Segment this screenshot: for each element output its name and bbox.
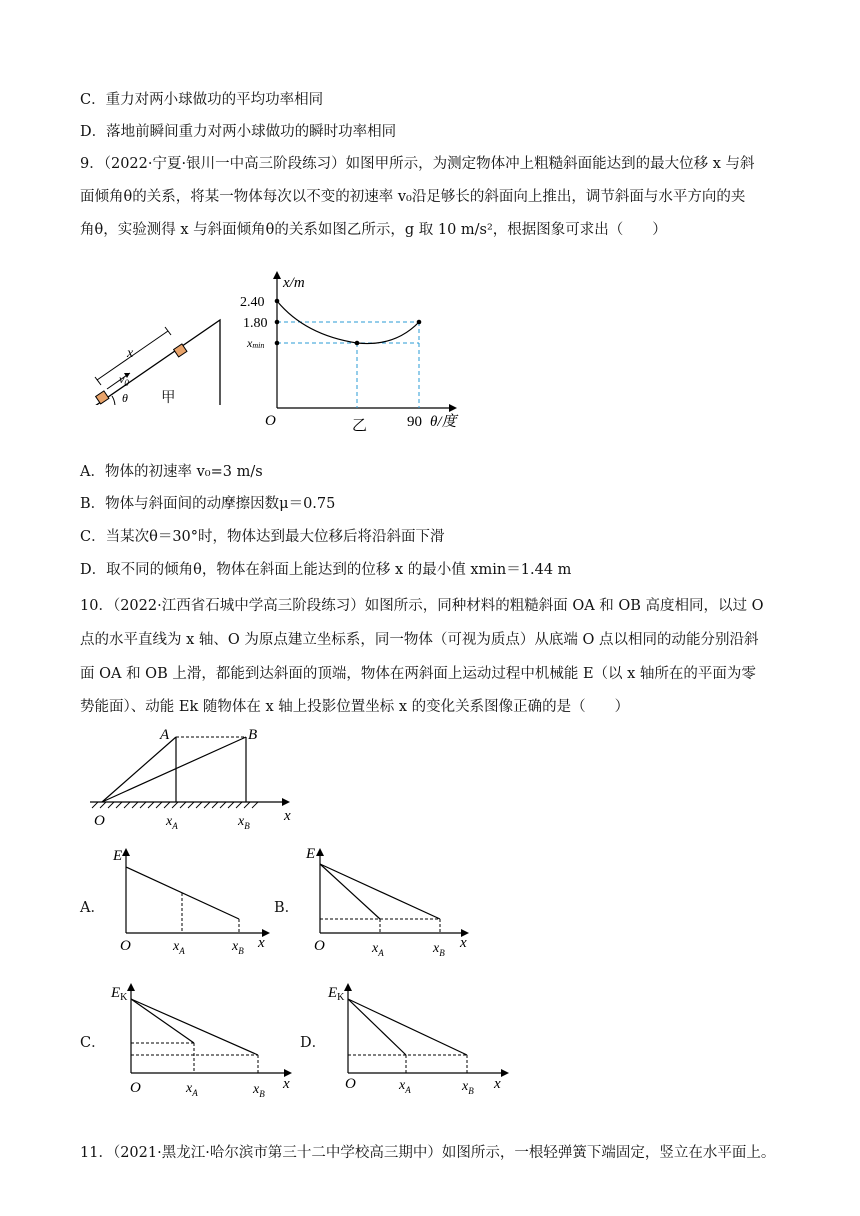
q9-option-d: D．取不同的倾角θ，物体在斜面上能达到的位移 x 的最小值 xmin＝1.44 m [80, 562, 572, 578]
xa-label: $x_A$ [173, 939, 185, 956]
q10-stem-line3: 面 OA 和 OB 上滑，都能到达斜面的顶端，物体在两斜面上运动过程中机械能 E（以 x 轴所在的平面为零 [80, 666, 756, 682]
q10-stem-line2: 点的水平直线为 x 轴、O 为原点建立坐标系，同一物体（可视为质点）从底端 O 点以相同的动能分别沿斜 [80, 632, 759, 648]
xa-label: $x_A$ [186, 1081, 198, 1097]
q10-option-d-label: D． [300, 1035, 327, 1051]
origin-label: O [265, 413, 276, 429]
q10-option-a-label: A． [80, 900, 105, 916]
y-tick-180: 1.80 [243, 316, 268, 331]
q9-stem-line3: 角θ，实验测得 x 与斜面倾角θ的关系如图乙所示，g 取 10 m/s²，根据图象可求出（ ） [80, 222, 667, 238]
q9-figure-incline [85, 305, 225, 405]
xa-label: $x_A$ [166, 814, 178, 831]
fig-jia-caption: 甲 [161, 390, 176, 406]
q9-option-b: B．物体与斜面间的动摩擦因数μ＝0.75 [80, 496, 336, 512]
q9-stem-line1: 9．（2022·宁夏·银川一中高三阶段练习）如图甲所示，为测定物体冲上粗糙斜面能达到的最大位移 x 与斜 [80, 156, 755, 172]
y-tick-xmin: xmin [247, 336, 265, 350]
q10-option-d-graph [322, 975, 517, 1097]
point-b-label: B [248, 727, 258, 743]
q10-figure-slopes [80, 722, 310, 837]
e-axis-label: E [306, 846, 316, 862]
ek-axis-label: $E_K$ [111, 985, 128, 1003]
q9-option-c: C．当某次θ＝30°时，物体达到最大位移后将沿斜面下滑 [80, 529, 445, 545]
x-label: x [127, 346, 134, 361]
q10-option-c-label: C． [80, 1035, 106, 1051]
q10-stem-line1: 10．（2022·江西省石城中学高三阶段练习）如图所示，同种材料的粗糙斜面 OA 和 OB 高度相同，以过 O [80, 598, 764, 614]
x-tick-90: 90 [407, 414, 422, 430]
xb-label: $x_B$ [253, 1082, 265, 1097]
point-a-label: A [160, 727, 170, 743]
q8-option-d: D．落地前瞬间重力对两小球做功的瞬时功率相同 [80, 124, 397, 140]
xb-label: $x_B$ [238, 814, 250, 831]
x-axis-label: x [258, 935, 265, 951]
xa-label: $x_A$ [399, 1078, 411, 1095]
theta-label: θ [122, 391, 128, 405]
ek-axis-label: $E_K$ [328, 985, 345, 1003]
x-axis-label: x [283, 1076, 290, 1092]
origin-label: O [120, 938, 131, 954]
q10-option-c-graph [105, 975, 300, 1097]
origin-label: O [130, 1080, 141, 1096]
q10-option-b-label: B． [274, 900, 300, 916]
q11-stem-line1: 11．（2021·黑龙江·哈尔滨市第三十二中学校高三期中）如图所示，一根轻弹簧下端固定，竖立在水平面上。 [80, 1145, 776, 1161]
x-axis-label: x [284, 808, 291, 824]
origin-label: O [345, 1076, 356, 1092]
xa-label: $x_A$ [372, 941, 384, 958]
v0-label: $v_0$ [119, 372, 129, 388]
origin-label: O [94, 813, 105, 829]
q10-option-b-graph [302, 840, 477, 960]
xb-label: $x_B$ [232, 939, 244, 956]
x-axis-label: x [460, 935, 467, 951]
q8-option-c: C．重力对两小球做功的平均功率相同 [80, 92, 324, 108]
xb-label: $x_B$ [462, 1079, 474, 1096]
xb-label: $x_B$ [433, 941, 445, 958]
q10-stem-line4: 势能面）、动能 Ek 随物体在 x 轴上投影位置坐标 x 的变化关系图像正确的是（ ） [80, 699, 630, 715]
q9-option-a: A．物体的初速率 v₀=3 m/s [80, 464, 263, 480]
e-axis-label: E [113, 848, 123, 864]
q10-option-a-graph [108, 840, 278, 960]
origin-label: O [314, 938, 325, 954]
fig-yi-caption: 乙 [352, 418, 368, 434]
x-axis-label: θ/度 [430, 414, 457, 430]
q9-figure-graph [235, 265, 465, 435]
q9-stem-line2: 面倾角θ的关系，将某一物体每次以不变的初速率 v₀沿足够长的斜面向上推出，调节斜面与水平方向的夹 [80, 189, 746, 205]
y-axis-label: x/m [283, 275, 305, 291]
x-axis-label: x [494, 1076, 501, 1092]
y-tick-240: 2.40 [240, 295, 265, 310]
